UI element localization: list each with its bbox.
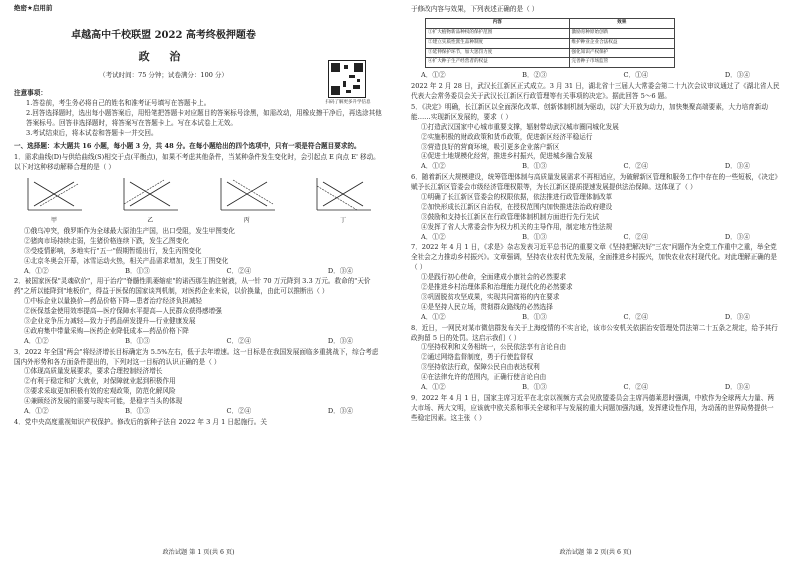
choice-b: B．①③ [522,232,547,241]
supply-demand-diagram [217,176,277,212]
choice-c: C．②④ [623,382,649,391]
option-text: ②实施积极的财政政策和货币政策，促进新区经济平稳运行 [421,132,593,141]
secret-label: 绝密★启用前 [14,4,53,12]
choice-d: D．③④ [724,162,750,171]
option-text: ③要求采取更加积极有效的宏观政策，防范化解风险 [24,387,176,396]
table-row [426,58,675,68]
choice-c: C．②④ [623,162,649,171]
option-text: ④政府集中带量采购—医药企业降低成本—药品价格下降 [24,326,189,335]
choice-c: C．②④ [623,312,649,321]
option-text: ②是推进乡村治理体系和治理能力现代化的必然要求 [421,283,573,292]
qr-code-icon [328,60,366,98]
choice-row [411,162,780,172]
table-row [426,38,675,48]
question-3: 3．2022 年全国"两会"将经济增长目标确定为 5.5%左右，低于去年增速。这一目标是在我国发展面临多重挑战下，综合考虑国内外形势和各方面条件提出的，下列对这一目标的认识正确的是（ ） [14,347,379,366]
table-header: 效果 [569,18,674,28]
notice-title: 注意事项： [14,89,47,97]
option-text: ②通过网络监督制度，勇于行使监督权 [421,353,534,362]
chart-label: 丁 [339,217,346,225]
subject-title: 政 治 [138,49,189,63]
option-text: ②有利于稳定和扩大就业，对保障就业起到积极作用 [24,377,176,386]
choice-a: A．①② [421,71,446,80]
choice-c: C．②④ [226,407,252,416]
option-text: ②猪肉市场持续走弱，生猪价格连续下跌，发生乙图变化 [24,236,189,245]
choice-row [14,337,383,347]
option-text: ①是践行初心使命，全面建成小康社会的必然要求 [421,273,567,282]
choice-d: D．③④ [327,336,353,345]
table-cell: ①扩大植物新品种权的保护范围 [426,28,570,38]
option-text: ①俄乌冲突，俄罗斯作为全球最大原油生产国，出口受阻，发生甲图变化 [24,227,235,236]
chart-label: 甲 [50,217,57,225]
chart-panel [313,176,373,225]
option-text: ③鼓励和支持长江新区在行政管理体制机制方面进行先行先试 [421,212,600,221]
choice-row [411,233,780,243]
exam-title: 卓越高中千校联盟 2022 高考终极押题卷 [71,29,256,41]
choice-d: D．③④ [327,407,353,416]
choice-c: C．②④ [623,232,649,241]
option-text: ③坚持依法行政，保障公民自由表达权利 [421,363,540,372]
choice-b: B．①③ [125,336,150,345]
table-cell: 强化知识产权保护 [569,48,674,58]
notice-item: 3.考试结束后，将本试卷和答题卡一并交回。 [26,128,158,137]
table-cell: 维护种业企业合法权益 [569,38,674,48]
supply-demand-charts [24,176,373,225]
choice-a: A．①② [24,266,49,275]
option-text: ④在法律允许的范围内，正确行使言论自由 [421,373,547,382]
table-cell: ②建立实质性派生品种制度 [426,38,570,48]
table-cell: 激励育种原始创新 [569,28,674,38]
supply-demand-diagram [120,176,180,212]
question-4-continued: 于修改内容与效果，下列表述正确的是（ ） [411,5,539,13]
question-8: 8．近日，一网民对某市微信群发布关于上海疫情的不实言论，该市公安机关依据治安管理处罚法第二十五条之规定，给予其行政拘留 5 日的处罚。这启示我们（ ） [411,323,778,342]
table-cell: 完善种子市场监管 [569,58,674,68]
option-text: ①坚持权利和义务相统一，公民依法享有言论自由 [421,343,567,352]
question-9: 9．2022 年 4 月 1 日，国家主席习近平在北京以视频方式会见欧盟委员会主席冯德莱恩时强调，中欧作为全球两大力量、两大市场、两大文明，应该就中欧关系和事关全球和平与发展的重大问题加强沟通，发挥建设性作用，为动荡的世界局势提供一些稳定因素。这主张（ ） [411,393,774,422]
choice-a: A．①② [24,336,49,345]
option-text: ③企业竞争压力减轻—致力于药品研发提升—行业健康发展 [24,317,196,326]
chart-panel [217,176,277,225]
choice-row [411,383,780,393]
section-heading: 一、选择题：本大题共 16 小题，每小题 3 分，共 48 分。在每小题给出的四个选项中，只有一项是符合题目要求的。 [14,142,361,151]
option-text: ④促进土地规模化经营，推进乡村振兴，促进城乡融合发展 [421,152,593,161]
option-text: ④发挥了省人大常委会作为权力机关的主导作用，制定地方性法规 [421,222,613,231]
choice-c: C．②④ [226,266,252,275]
chart-panel [120,176,180,225]
choice-c: C．①④ [623,71,649,80]
choice-a: A．①② [421,382,446,391]
page-footer: 政治试题 第 2 页(共 6 页) [559,548,632,556]
choice-b: B．①③ [522,162,547,171]
option-text: ④北京冬奥会开幕，冰雪运动火热，相关产品需求增加，发生丁图变化 [24,256,229,265]
option-text: ③巩固脱贫攻坚成果，实现共同富裕的内在要求 [421,292,560,301]
chart-label: 丙 [243,217,250,225]
choice-b: B．②③ [522,71,547,80]
choice-row [14,407,383,417]
table-row [426,28,675,38]
choice-d: D．③④ [724,232,750,241]
page-footer: 政治试题 第 1 页(共 6 页) [162,548,235,556]
option-text: ①明确了长江新区管委会的权限依据，依法推进行政管理体制改革 [421,193,613,202]
choice-a: A．①② [421,162,446,171]
question-6: 6．随着新区大规模建设，统筹管理体制与高质量发展需求不再相适应，为破解新区管理和服务工作中存在的一些短板，《决定》赋予长江新区管委会市级经济管理权限等，为长江新区提质提速发展提供法治保障。这体现了（ ） [411,173,778,192]
choice-row [411,313,780,323]
choice-b: B．①③ [522,312,547,321]
option-text: ④是坚持人民立场，贯彻群众路线的必然选择 [421,302,553,311]
table-cell: ④扩大种子生产经营者的权益 [426,58,570,68]
choice-b: B．①③ [522,382,547,391]
qr-caption: 扫码了解更多升学信息 [325,100,371,105]
choice-d: D．③④ [724,71,750,80]
option-text: ②医保基金使用效率提高—医疗保障水平提高—人民群众获得感增强 [24,307,222,316]
passage-text: 2022 年 2 月 28 日，武汉长江新区正式成立。3 月 31 日，湖北省十三届人大常委会第二十九次会议审议通过了《湖北省人民代表大会常务委员会关于武汉长江新区行政管理等有关事项的决定》。据此回答 5～6 题。 [411,82,780,101]
option-text: ①中标企业以量换价—药品价格下降—患者治疗经济负担减轻 [24,297,203,306]
table-row [426,48,675,58]
supply-demand-diagram [313,176,373,212]
supply-demand-diagram [24,176,84,212]
chart-panel [24,176,84,225]
option-text: ③受疫情影响，多地实行"五一"假期暂缓出行，发生丙图变化 [24,246,202,255]
table-header: 内容 [426,18,570,28]
question-1: 1．需求曲线(D)与供给曲线(S)相交于点(平衡点)，如果不考虑其他条件，当某种条件发生变化时，会引起点 E 向点 E' 移动。以下对这种移动解释合理的是（ ） [14,153,380,172]
choice-d: D．③④ [724,382,750,391]
choice-b: B．①③ [125,266,150,275]
option-text: ④兼顾经济发展的需要与现实可能，是稳字当头的体现 [24,397,183,406]
option-text: ②加快形成长江新区自治权，在授权范围内加快推进法治政府建设 [421,202,613,211]
exam-meta: （考试时间：75 分钟；试卷满分：100 分） [99,71,228,80]
choice-d: D．③④ [724,312,750,321]
choice-b: B．①③ [125,407,150,416]
choice-a: A．①② [24,407,49,416]
choice-a: A．①② [421,312,446,321]
option-text: ③营造良好的营商环境，吸引更多企业落户新区 [421,142,560,151]
choice-c: C．②④ [226,336,252,345]
question-7: 7．2022 年 4 月 1 日，《求是》杂志发表习近平总书记的重要文章《坚持把解决好"三农"问题作为全党工作重中之重，举全党全社会之力推动乡村振兴》。文章强调，坚持农业农村优先发展，全面推进乡村振兴，加快农业农村现代化。对此理解正确的是（ ） [411,243,777,272]
content-effect-table [425,18,675,68]
choice-row [411,71,780,81]
notice-item: 2.回答选择题时，选出每小题答案后，用铅笔把答题卡对应题目的答案标号涂黑，如需改动，用橡皮擦干净后，再选涂其他答案标号。回答非选择题时，将答案写在答题卡上。写在本试卷上无效。 [26,108,382,127]
choice-a: A．①② [421,232,446,241]
table-header-row [426,18,675,28]
choice-row [14,267,383,277]
table-cell: ③延伸保护环节，加大惩罚力度 [426,48,570,58]
question-5: 5．《决定》明确，长江新区以全面深化改革、创新体制机制为驱动，以扩大开放为动力，加快集聚高端要素，大力培育新动能……实现新区发展的，要求（ ） [411,103,768,121]
chart-label: 乙 [147,217,154,225]
page-2 [397,0,794,561]
option-text: ①体现高质量发展要求，要求合理控制经济增长 [24,367,163,376]
choice-d: D．③④ [327,266,353,275]
question-2: 2．被国家医保"灵魂砍价"，用于治疗"脊髓性肌萎缩症"的诺西那生钠注射液，从一针 70 万元降到 3.3 万元。救命的"天价药"之所以能降到"地板价"，得益于医保的国家谈判机制，对医药企业来说，以价换量，由此可以推断出（ ） [14,277,371,296]
question-4: 4．党中央高度重视知识产权保护。修改后的新种子法自 2022 年 3 月 1 日起施行。关 [14,417,267,426]
notice-item: 1.答卷前，考生务必将自己的姓名和准考证号填写在答题卡上。 [26,98,211,107]
option-text: ①打造武汉国家中心城市重要支撑，辐射带动武汉城市圈同城化发展 [421,122,619,131]
